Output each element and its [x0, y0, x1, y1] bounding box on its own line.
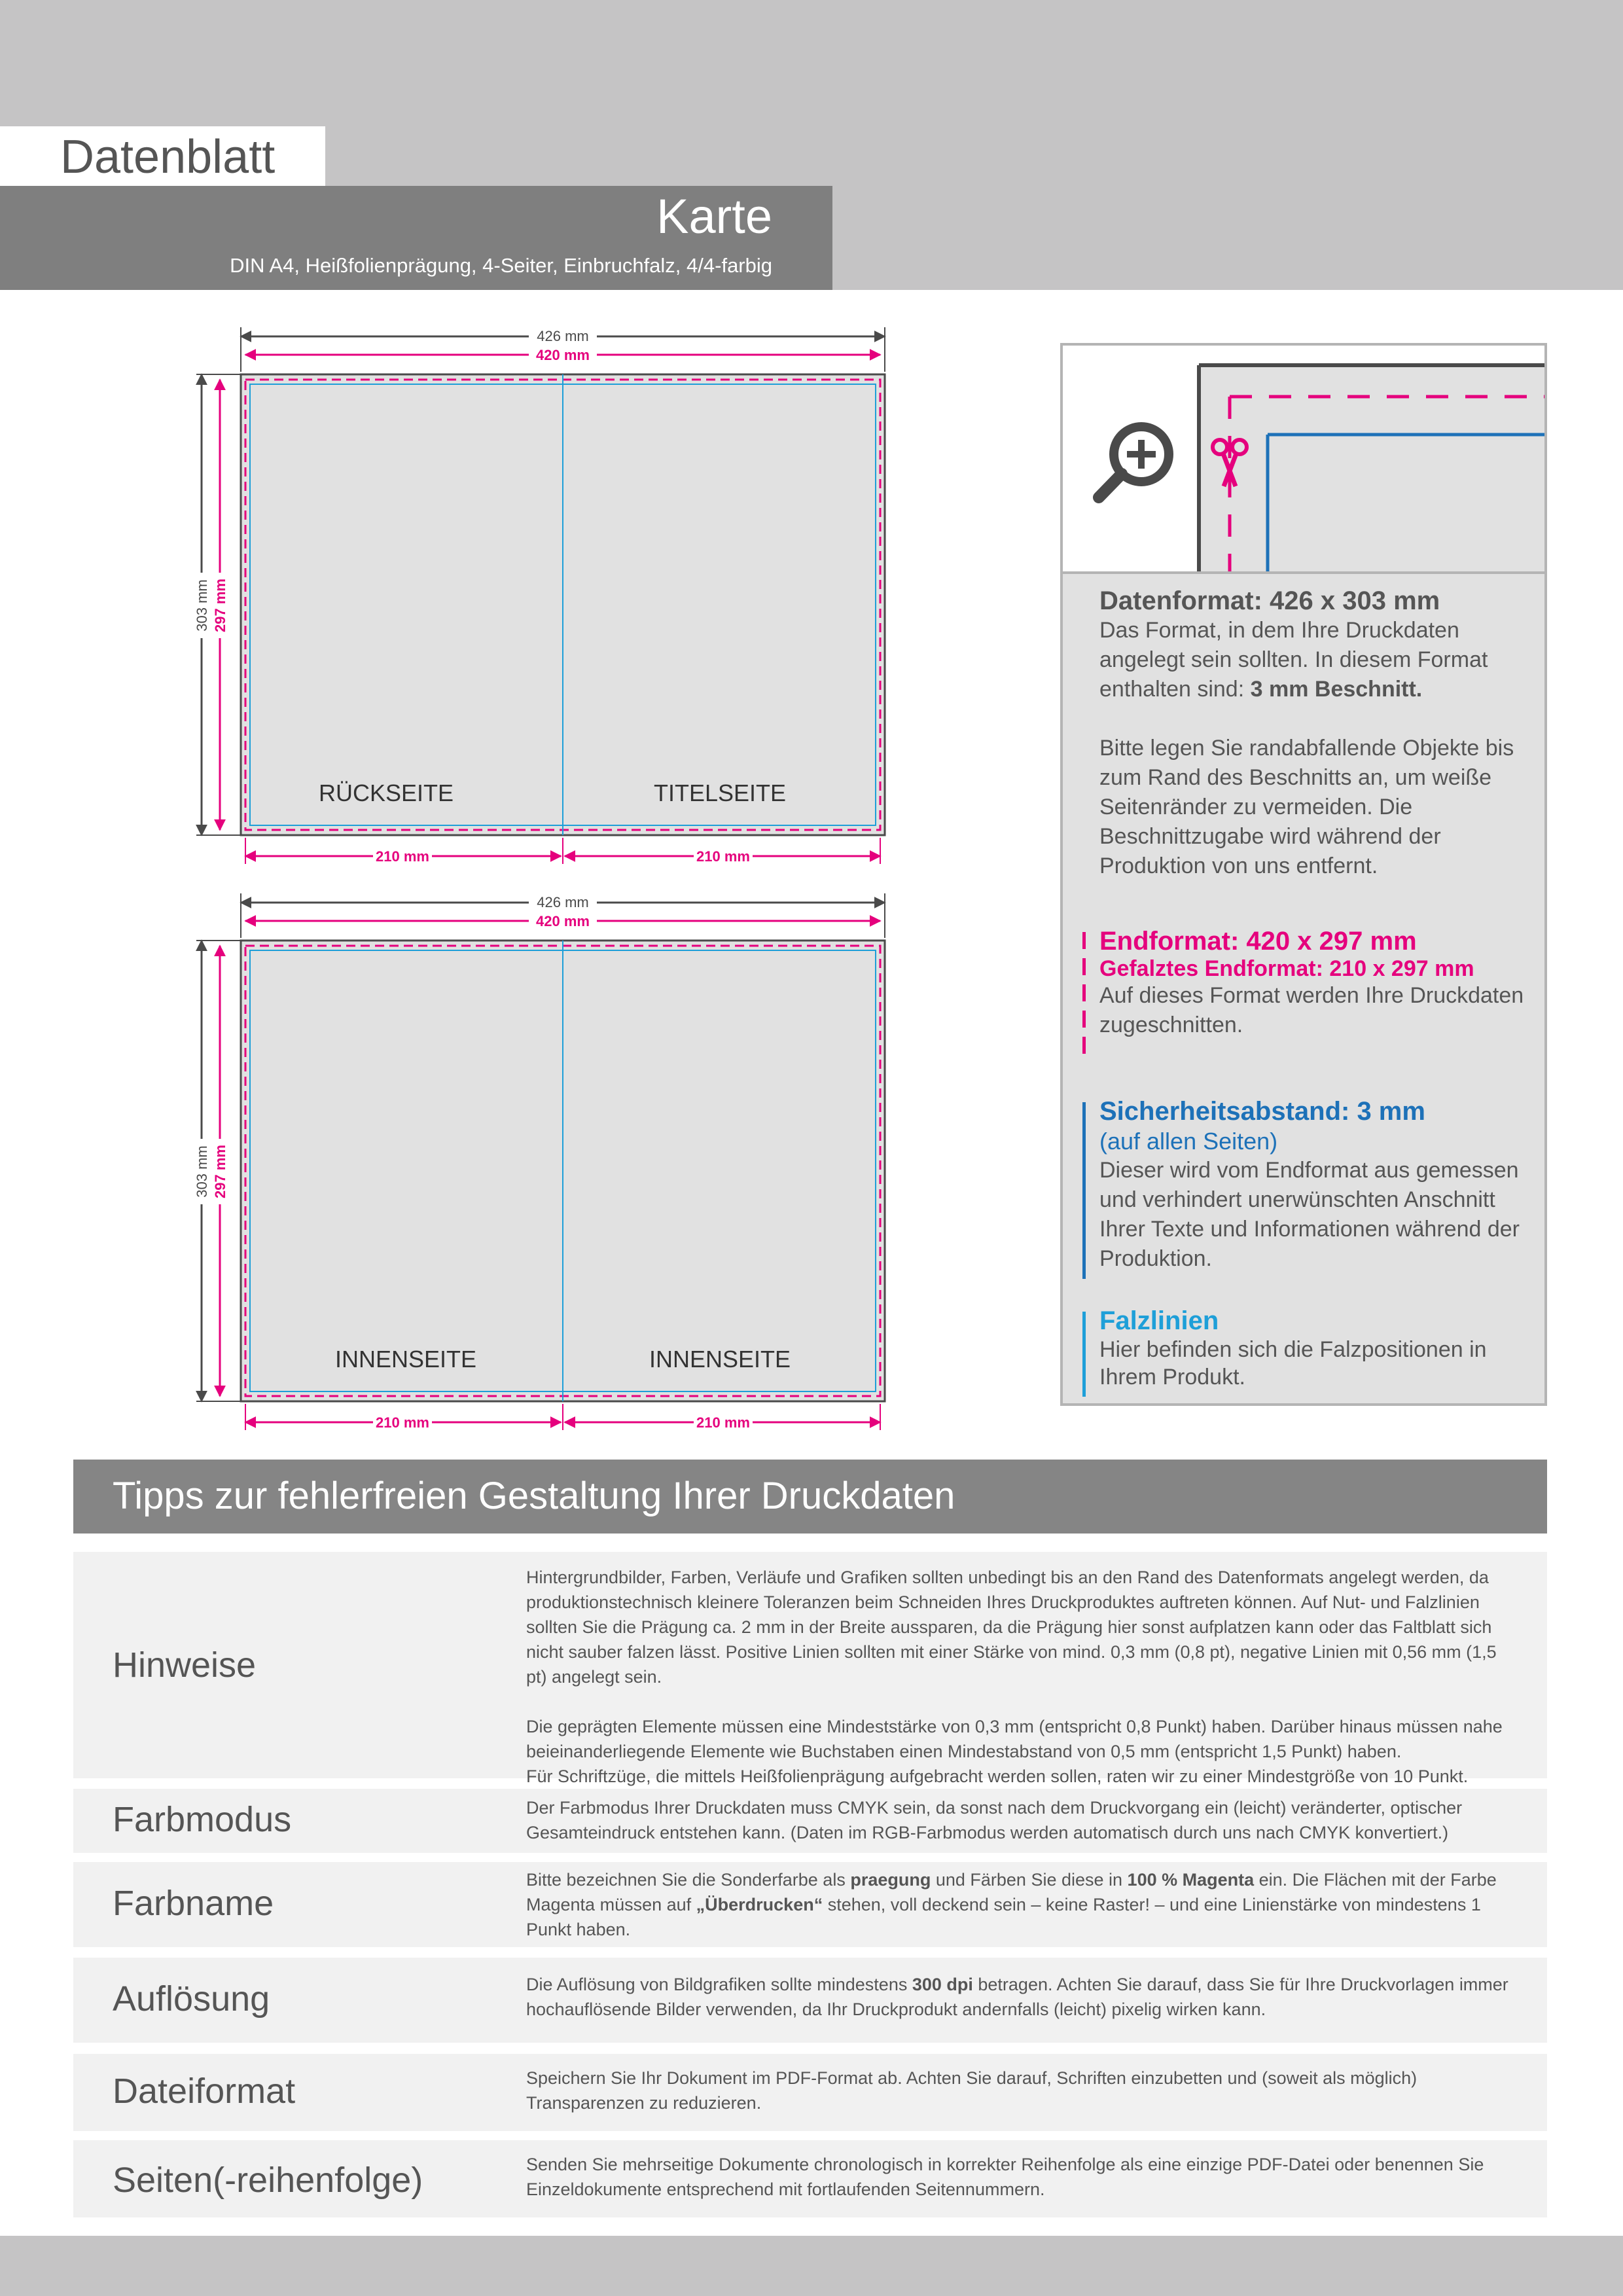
tips-header: [73, 1460, 1547, 1534]
tip-paragraph: Die geprägten Elemente müssen eine Mindeststärke von 0,3 mm (entspricht 0,8 Punkt) haben. Darüber hinaus müssen nahe beieinanderliegende Elemente wie Buchstaben einen Mindestabstand von 0,5 mm (entspricht 1,5 Punkt) haben.: [526, 1717, 1503, 1761]
tip-text: Der Farbmodus Ihrer Druckdaten muss CMYK sein, da sonst nach dem Druckvorgang ein (leicht) veränderter, optischer Gesamteindruck entstehen kann. (Daten im RGB-Farbmodus werden automatisch durch uns nach CMYK konvertiert.): [526, 1798, 1463, 1842]
sicherheit-title: Sicherheitsabstand: 3 mm: [1099, 1097, 1425, 1126]
dim-left-width: 210 mm: [376, 1414, 429, 1431]
datenformat-text-2: Bitte legen Sie randabfallende Objekte bis zum Rand des Beschnitts an, um weiße Seitenränder zu vermeiden. Die Beschnittzugabe wird während der Produktion von uns entfernt.: [1099, 736, 1514, 878]
tip-paragraph: Hintergrundbilder, Farben, Verläufe und Grafiken sollten unbedingt bis an den Rand des Datenformats angelegt werden, da produktionstechnisch kleinere Toleranzen beim Schneiden Ihres Druckproduktes auftreten können. Auf Nut- und Falzlinien sollten Sie die Prägung ca. 2 mm in der Breite aussparen, da die Prägung hier sonst aufplatzen kann oder das Faltblatt sich nicht sauber falzen lässt. Positive Linien sollten mit einer Stärke von mind. 0,3 mm (0,8 pt), negative Linien mit 0,56 mm (1,5 pt) angelegt sein.: [526, 1568, 1497, 1687]
tip-bold: 100 % Magenta: [1127, 1870, 1255, 1890]
tip-bold: 300 dpi: [912, 1975, 973, 1994]
endformat-text: Auf dieses Format werden Ihre Druckdaten zugeschnitten.: [1099, 983, 1524, 1037]
dim-height-outer: 303 mm: [194, 1145, 210, 1198]
tip-span: ein. Die Flächen mit der Farbe Magenta müssen auf: [526, 1870, 1497, 1914]
dim-height-inner: 297 mm: [212, 1145, 228, 1198]
dim-width-outer: 426 mm: [537, 328, 589, 344]
layout-diagram-bottom: [183, 887, 916, 1443]
tip-label: Auflösung: [113, 1979, 270, 2018]
tip-bold: „Überdrucken“: [696, 1895, 823, 1914]
tip-row-dateiformat: [73, 2054, 1547, 2131]
datenformat-title: Datenformat: 426 x 303 mm: [1099, 586, 1440, 615]
doc-title-box: [0, 126, 325, 186]
tip-paragraph: Für Schriftzüge, die mittels Heißfolienprägung aufgebracht werden sollen, raten wir zu einer Mindestgröße von 10 Punkt.: [526, 1767, 1469, 1786]
tip-label: Dateiformat: [113, 2072, 296, 2111]
dim-right-width: 210 mm: [696, 848, 750, 865]
datenformat-text: Das Format, in dem Ihre Druckdaten angelegt sein sollten. In diesem Format enthalten sind:: [1099, 618, 1488, 702]
safety-marker: [1082, 1102, 1086, 1279]
falz-title: Falzlinien: [1099, 1306, 1219, 1335]
dim-width-outer: 426 mm: [537, 894, 589, 910]
sicherheit-subtitle: (auf allen Seiten): [1099, 1128, 1278, 1155]
product-header: [0, 186, 832, 290]
layout-diagram-top: [183, 321, 916, 877]
falz-block: [1099, 1306, 1505, 1391]
dim-right-width: 210 mm: [696, 1414, 750, 1431]
product-subtitle: DIN A4, Heißfolienprägung, 4-Seiter, Einbruchfalz, 4/4-farbig: [230, 254, 772, 277]
endformat-marker: [1082, 932, 1086, 1063]
endformat-block: [1099, 927, 1544, 1040]
page-label-right: INNENSEITE: [649, 1346, 791, 1372]
datenformat-block: [1099, 586, 1531, 881]
tip-text: Speichern Sie Ihr Dokument im PDF-Format ab. Achten Sie darauf, Schriften einzubetten und (soweit als möglich) Transparenzen zu reduzieren.: [526, 2068, 1418, 2113]
page-label-left: INNENSEITE: [334, 1346, 477, 1372]
zoom-in-icon: [1099, 427, 1169, 497]
sicherheit-text: Dieser wird vom Endformat aus gemessen und verhindert unerwünschten Anschnitt Ihrer Texte und Informationen während der Produktion.: [1099, 1158, 1520, 1271]
tip-span: Bitte bezeichnen Sie die Sonderfarbe als: [526, 1870, 851, 1890]
dim-width-inner: 420 mm: [536, 347, 590, 363]
dim-height-inner: 297 mm: [212, 579, 228, 632]
tip-label: Seiten(-reihenfolge): [113, 2161, 423, 2200]
tip-row-hinweise: [73, 1552, 1547, 1786]
zoom-detail: [1063, 346, 1544, 574]
page-label-left: RÜCKSEITE: [318, 780, 454, 806]
bottom-band: [0, 2236, 1623, 2296]
tip-text: [526, 1565, 1521, 1789]
endformat-title: Endformat: 420 x 297 mm: [1099, 927, 1417, 956]
doc-title: Datenblatt: [60, 131, 276, 183]
tip-span: Die Auflösung von Bildgrafiken sollte mindestens: [526, 1975, 912, 1994]
tip-row-aufloesung: [73, 1958, 1547, 2043]
tip-label: Farbname: [113, 1884, 274, 1923]
sicherheit-block: [1099, 1097, 1544, 1274]
tip-row-farbmodus: [73, 1789, 1547, 1853]
endformat-subtitle: Gefalztes Endformat: 210 x 297 mm: [1099, 956, 1474, 981]
tip-bold: praegung: [850, 1870, 931, 1890]
tip-span: und Färben Sie diese in: [931, 1870, 1128, 1890]
tips-title: Tipps zur fehlerfreien Gestaltung Ihrer Druckdaten: [113, 1475, 955, 1517]
tip-span: stehen, voll deckend sein – keine Raster! – und eine Linienstärke von mindestens 1 Punkt haben.: [526, 1895, 1481, 1939]
dim-height-outer: 303 mm: [194, 579, 210, 632]
dim-width-inner: 420 mm: [536, 913, 590, 929]
tip-row-farbname: [73, 1862, 1547, 1947]
product-title: Karte: [656, 189, 772, 243]
tip-text: [526, 1972, 1521, 2022]
falz-text: Hier befinden sich die Falzpositionen in Ihrem Produkt.: [1099, 1337, 1487, 1390]
tip-row-seiten: [73, 2140, 1547, 2217]
page-label-right: TITELSEITE: [653, 780, 787, 806]
tip-text: [526, 1867, 1521, 1942]
tip-text: Senden Sie mehrseitige Dokumente chronologisch in korrekter Reihenfolge als eine einzige PDF-Datei oder benennen Sie Einzeldokumente entsprechend mit fortlaufenden Seitennummern.: [526, 2155, 1484, 2199]
fold-marker: [1082, 1312, 1086, 1397]
tip-label: Hinweise: [113, 1645, 257, 1685]
tip-span: betragen. Achten Sie darauf, dass Sie für Ihre Druckvorlagen immer hochauflösende Bilder verwenden, da Ihr Druckprodukt andernfalls (leicht) pixelig wirken kann.: [526, 1975, 1508, 2019]
tip-label: Farbmodus: [113, 1800, 292, 1839]
info-panel: [1060, 343, 1547, 1406]
dim-left-width: 210 mm: [376, 848, 429, 865]
datenformat-bold: 3 mm Beschnitt.: [1250, 677, 1423, 702]
